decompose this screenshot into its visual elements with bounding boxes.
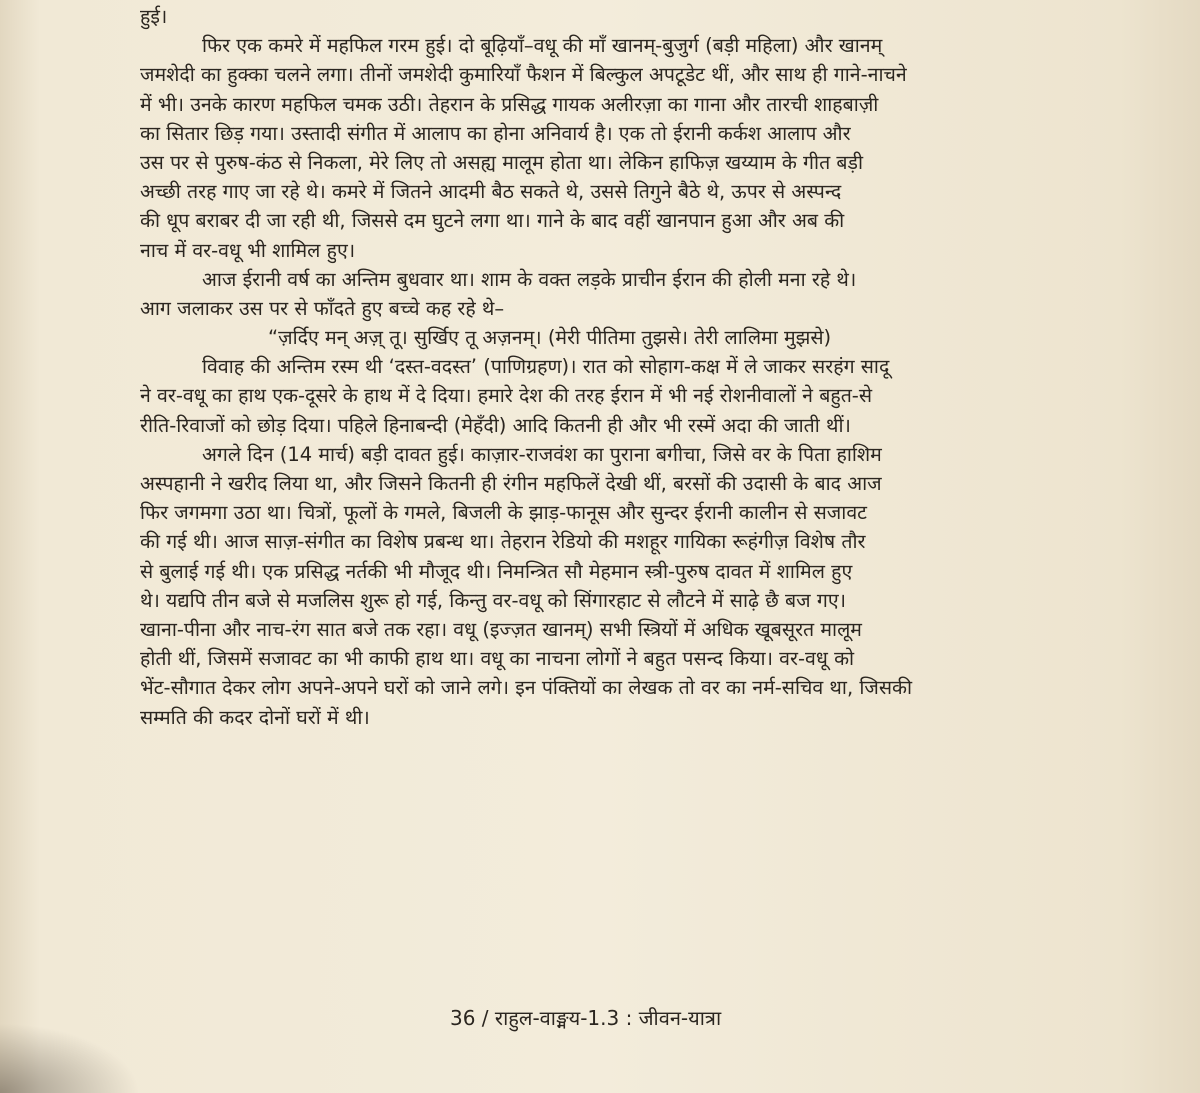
text-line: उस पर से पुरुष-कंठ से निकला, मेरे लिए तो असह्य मालूम होता था। लेकिन हाफिज़ खय्याम के गीत बड़ी — [140, 150, 864, 174]
text-line: खाना-पीना और नाच-रंग सात बजे तक रहा। वधू (इज्ज़त खानम्) सभी स्त्रियों में अधिक खूबसूरत मालूम — [140, 617, 862, 641]
text-line: जमशेदी का हुक्का चलने लगा। तीनों जमशेदी कुमारियाँ फैशन में बिल्कुल अपटूडेट थीं, और साथ ही गाने-नाचने — [140, 63, 907, 87]
text-line: होती थीं, जिसमें सजावट का भी काफी हाथ था। वधू का नाचना लोगों ने बहुत पसन्द किया। वर-वधू को — [140, 647, 855, 671]
text-line: की गई थी। आज साज़-संगीत का विशेष प्रबन्ध था। तेहरान रेडियो की मशहूर गायिका रूहंगीज़ विशेष तौर — [140, 530, 866, 554]
text-line: में भी। उनके कारण महफिल चमक उठी। तेहरान के प्रसिद्ध गायक अलीरज़ा का गाना और तारची शाहबाज़ी — [140, 92, 879, 116]
quote-line: “ज़र्दिए मन् अज़् तू। सुर्खिए तू अज़नम्। (मेरी पीतिमा तुझसे। तेरी लालिमा मुझसे) — [268, 326, 832, 350]
text-line: फिर एक कमरे में महफिल गरम हुई। दो बूढ़ियाँ–वधू की माँ खानम्-बुजुर्ग (बड़ी महिला) और खानम् — [202, 34, 883, 58]
text-line: सम्मति की कदर दोनों घरों में थी। — [140, 705, 370, 729]
text-line: से बुलाई गई थी। एक प्रसिद्ध नर्तकी भी मौजूद थी। निमन्त्रित सौ मेहमान स्त्री-पुरुष दावत में शामिल हुए — [140, 559, 853, 583]
text-line: नाच में वर-वधू भी शामिल हुए। — [140, 238, 356, 262]
text-line: ने वर-वधू का हाथ एक-दूसरे के हाथ में दे दिया। हमारे देश की तरह ईरान में भी नई रोशनीवालों ने बहुत-से — [140, 384, 873, 408]
body-text — [140, 2, 1130, 732]
text-line: अस्पहानी ने खरीद लिया था, और जिसने कितनी ही रंगीन महफिलें देखी थीं, बरसों की उदासी के बाद आज — [140, 472, 882, 495]
text-line: अगले दिन (14 मार्च) बड़ी दावत हुई। काज़ार-राजवंश का पुराना बगीचा, जिसे वर के पिता हाशिम — [202, 442, 882, 466]
text-line: रीति-रिवाजों को छोड़ दिया। पहिले हिनाबन्दी (मेहँदी) आदि कितनी ही और भी रस्में अदा की जाती थीं। — [140, 413, 851, 437]
text-line: भेंट-सौगात देकर लोग अपने-अपने घरों को जाने लगे। इन पंक्तियों का लेखक तो वर का नर्म-सचिव था, जिसकी — [140, 676, 913, 700]
text-line: थे। यद्यपि तीन बजे से मजलिस शुरू हो गई, किन्तु वर-वधू को सिंगारहाट से लौटने में साढ़े छै बज गए। — [140, 588, 847, 612]
page-footer: 36 / राहुल-वाङ्मय-1.3 : जीवन-यात्रा — [450, 1006, 722, 1030]
text-line: आज ईरानी वर्ष का अन्तिम बुधवार था। शाम के वक्त लड़के प्राचीन ईरान की होली मना रहे थे। — [202, 267, 857, 291]
text-line: फिर जगमगा उठा था। चित्रों, फूलों के गमले, बिजली के झाड़-फानूस और सुन्दर ईरानी कालीन से सजावट — [140, 501, 867, 525]
text-line: हुई। — [140, 5, 168, 28]
text-line: विवाह की अन्तिम रस्म थी ‘दस्त-वदस्त’ (पाणिग्रहण)। रात को सोहाग-कक्ष में ले जाकर सरहंग सादू — [202, 355, 890, 379]
text-line: आग जलाकर उस पर से फाँदते हुए बच्चे कह रहे थे– — [140, 296, 505, 320]
text-line: अच्छी तरह गाए जा रहे थे। कमरे में जितने आदमी बैठ सकते थे, उससे तिगुने बैठे थे, ऊपर से अस्पन्द — [140, 180, 842, 204]
text-line: का सितार छिड़ गया। उस्तादी संगीत में आलाप का होना अनिवार्य है। एक तो ईरानी कर्कश आलाप और — [140, 121, 851, 145]
text-line: की धूप बराबर दी जा रही थी, जिससे दम घुटने लगा था। गाने के बाद वहीं खानपान हुआ और अब की — [140, 209, 845, 233]
page-shadow — [0, 1023, 140, 1093]
